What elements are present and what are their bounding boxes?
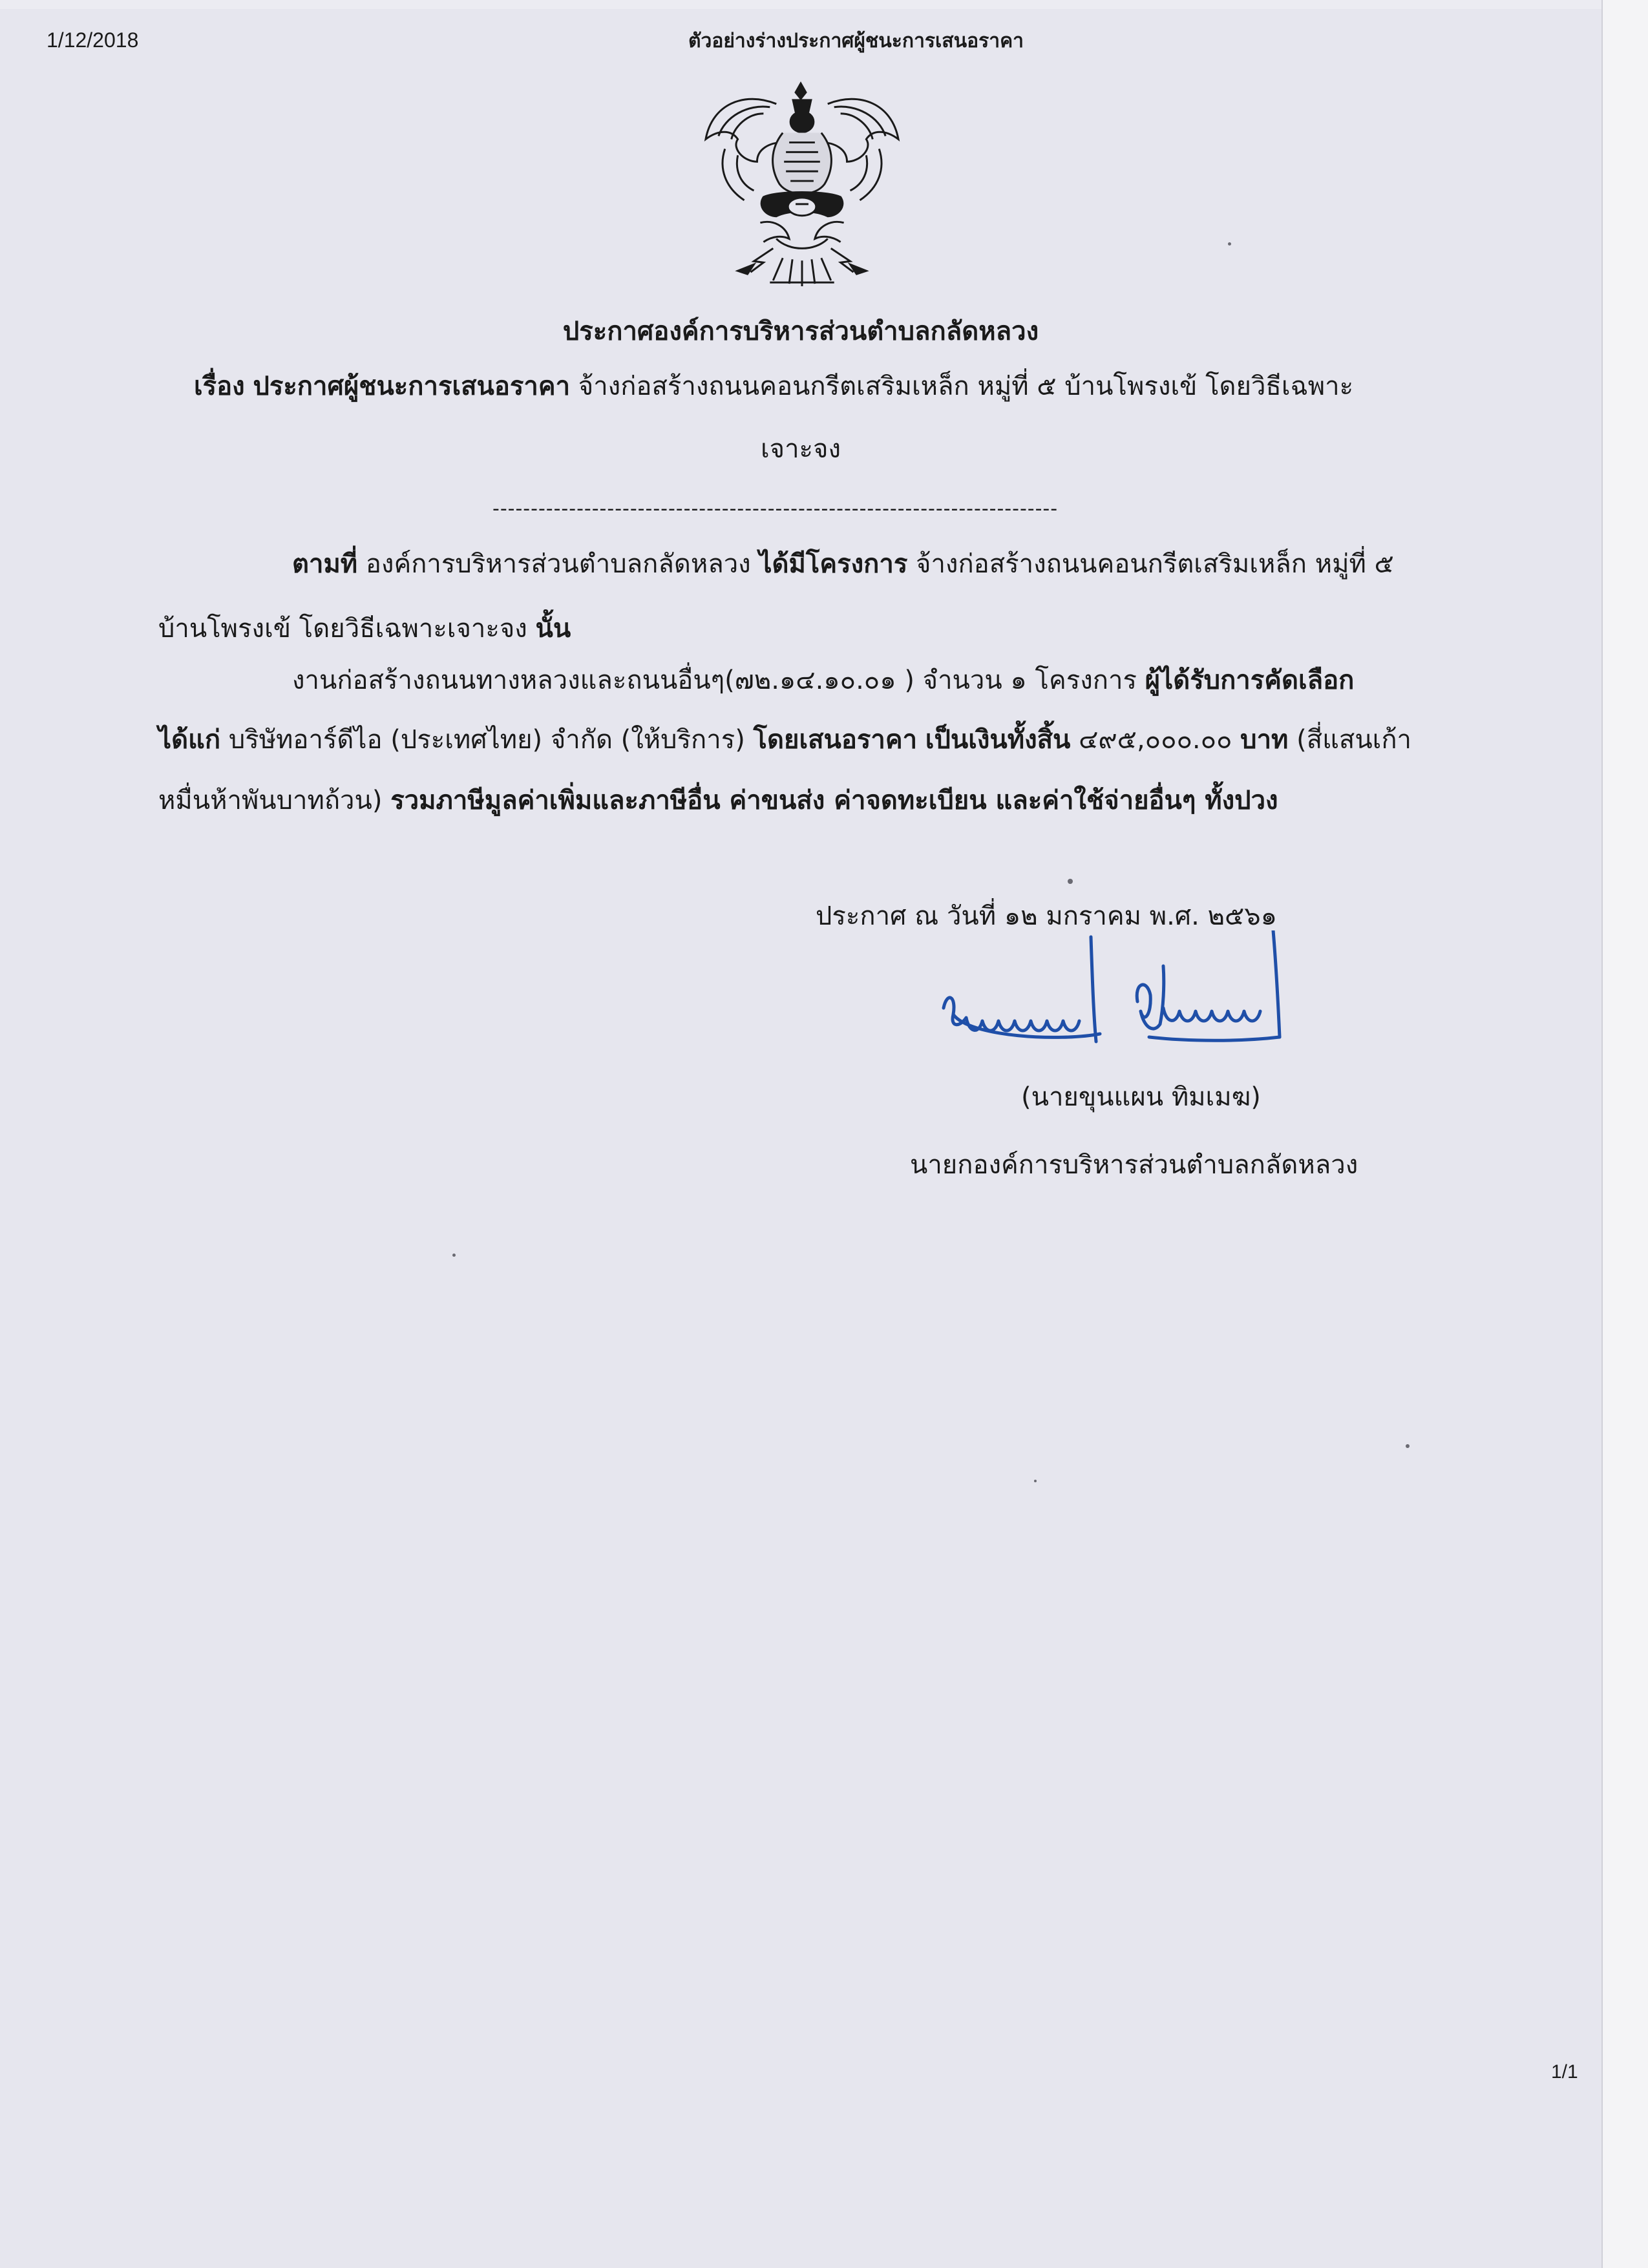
subject-line <box>194 365 1353 406</box>
scan-right-margin <box>1601 0 1648 2268</box>
para2-selected-label: ผู้ได้รับการคัดเลือก <box>1145 666 1355 695</box>
para2-total-label: เป็นเงินทั้งสิ้น <box>925 725 1071 755</box>
print-header-title: ตัวอย่างร่างประกาศผู้ชนะการเสนอราคา <box>688 30 1024 52</box>
para1-project-label: ได้มีโครงการ <box>759 549 908 579</box>
signature-image <box>931 930 1299 1079</box>
paragraph-2-line-1 <box>292 659 1354 700</box>
para1-location: บ้านโพรงเข้ โดยวิธีเฉพาะเจาะจง <box>158 614 527 644</box>
para1-project: จ้างก่อสร้างถนนคอนกรีตเสริมเหล็ก หมู่ที่ ๕ <box>916 549 1394 579</box>
subject-description: จ้างก่อสร้างถนนคอนกรีตเสริมเหล็ก หมู่ที่ ๕ บ้านโพรงเข้ โดยวิธีเฉพาะ <box>578 372 1354 401</box>
para1-org: องค์การบริหารส่วนตำบลกลัดหลวง <box>365 549 751 579</box>
page-number: 1/1 <box>1551 2061 1578 2083</box>
paragraph-2-line-2 <box>158 719 1411 760</box>
signer-name: (นายขุนแผน ทิมเมฆ) <box>1021 1082 1261 1112</box>
paragraph-2-line-3 <box>158 779 1278 821</box>
garuda-emblem-icon <box>699 78 905 297</box>
para2-inclusions: รวมภาษีมูลค่าเพิ่มและภาษีอื่น ค่าขนส่ง ค่าจดทะเบียน และค่าใช้จ่ายอื่นๆ ทั้งปวง <box>390 786 1278 815</box>
para2-bid-label: โดยเสนอราคา <box>753 725 918 755</box>
subject-label: เรื่อง <box>194 372 245 401</box>
paragraph-1-line-1 <box>292 543 1394 584</box>
scan-speck <box>452 1254 456 1257</box>
para1-lead: ตามที่ <box>292 549 358 579</box>
divider-line: -------------------------------------------------------------------------- <box>492 498 1059 520</box>
scan-speck <box>1034 1480 1037 1482</box>
para1-end: นั้น <box>535 614 571 644</box>
signer-position: นายกองค์การบริหารส่วนตำบลกลัดหลวง <box>910 1150 1358 1180</box>
para2-amount: ๔๙๕,๐๐๐.๐๐ <box>1079 725 1232 755</box>
paragraph-1-line-2 <box>158 607 571 649</box>
para2-currency: บาท <box>1240 725 1289 755</box>
subject-heading: ประกาศผู้ชนะการเสนอราคา <box>253 372 571 401</box>
document-title: ประกาศองค์การบริหารส่วนตำบลกลัดหลวง <box>562 317 1039 346</box>
para2-work-item: งานก่อสร้างถนนทางหลวงและถนนอื่นๆ(๗๒.๑๔.๑๐.๐๑ ) จำนวน ๑ โครงการ <box>292 666 1137 695</box>
para2-winner-label: ได้แก่ <box>158 725 221 755</box>
scan-speck <box>1228 242 1231 246</box>
print-date: 1/12/2018 <box>47 28 139 52</box>
scan-speck <box>1068 879 1073 884</box>
scan-speck <box>1406 1444 1410 1448</box>
scan-top-edge <box>0 0 1601 9</box>
announcement-date: ประกาศ ณ วันที่ ๑๒ มกราคม พ.ศ. ๒๕๖๑ <box>816 901 1278 931</box>
para2-amount-words-start: (สี่แสนเก้า <box>1296 725 1412 755</box>
subject-continuation: เจาะจง <box>760 434 841 464</box>
para2-winner: บริษัทอาร์ดีไอ (ประเทศไทย) จำกัด (ให้บริการ) <box>228 725 745 755</box>
para2-amount-words-end: หมื่นห้าพันบาทถ้วน) <box>158 786 383 815</box>
